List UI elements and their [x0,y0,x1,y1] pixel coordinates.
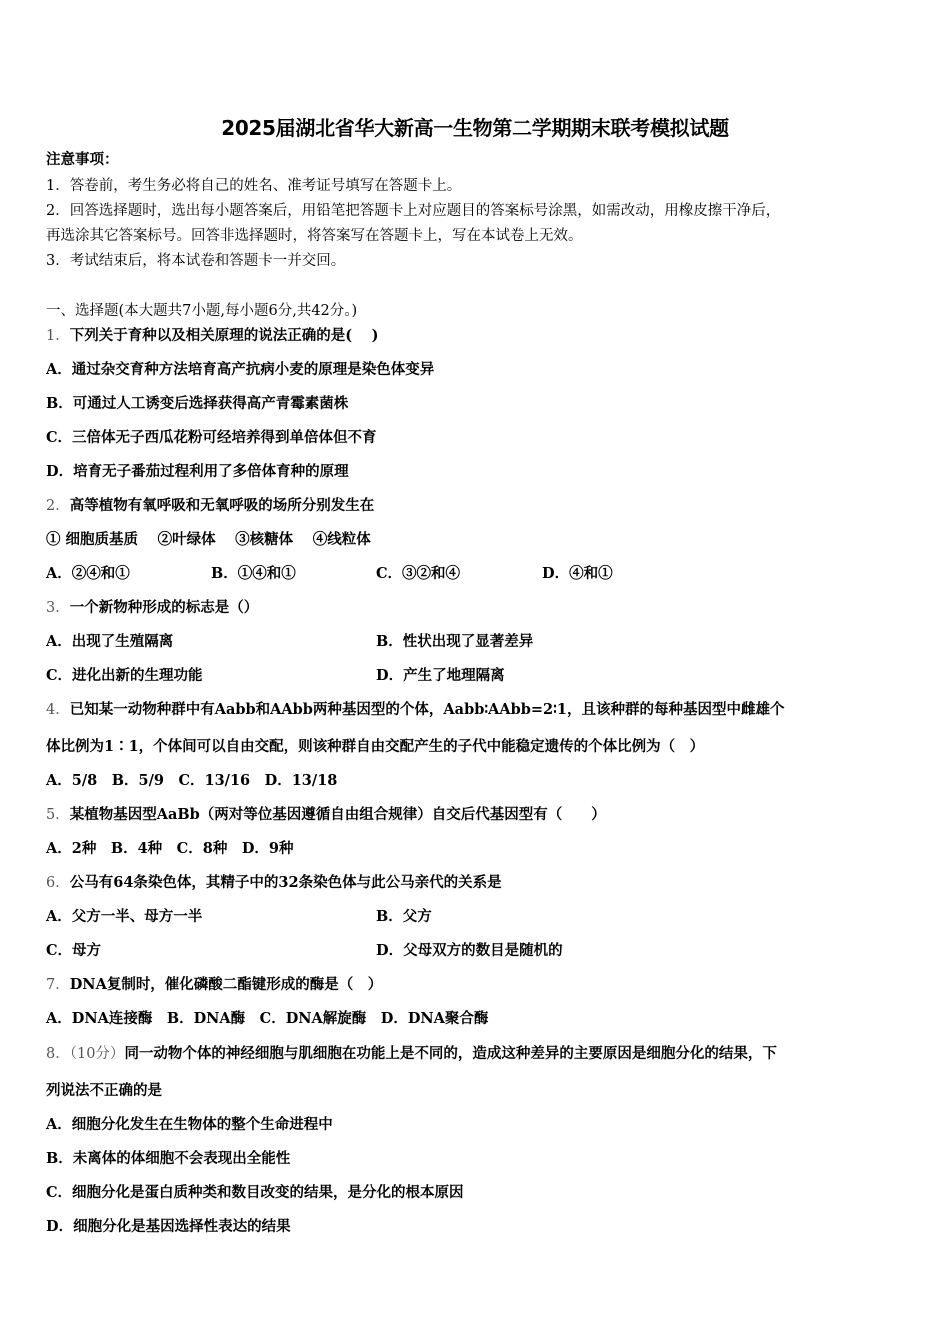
q7-options: A．DNA连接酶 B．DNA酶 C．DNA解旋酶 D．DNA聚合酶 [46,1010,489,1027]
q2-option-b: B．①④和① [211,565,296,582]
question-7-stem [46,975,382,995]
q8-option-a: A．细胞分化发生在生物体的整个生命进程中 [46,1116,333,1133]
notice-heading: 注意事项： [46,151,119,168]
question-8-score: （10分） [69,1046,125,1062]
notice-item-1: 1．答卷前，考生务必将自己的姓名、准考证号填写在答题卡上。 [46,178,462,194]
question-8-stem-cont: 列说法不正确的是 [46,1082,162,1099]
q6-option-b: B．父方 [376,908,432,925]
notice-item-3: 3．考试结束后，将本试卷和答题卡一并交回。 [46,253,346,269]
q1-option-b: B．可通过人工诱变后选择获得高产青霉素菌株 [46,395,349,412]
question-5-stem [46,805,606,825]
question-1-number: 1． [46,328,70,344]
question-5-number: 5． [46,807,70,823]
question-6-text: 公马有64条染色体，其精子中的32条染色体与此公马亲代的关系是 [69,874,502,891]
notice-item-2: 2．回答选择题时，选出每小题答案后，用铅笔把答题卡上对应题目的答案标号涂黑，如需改动，用橡皮擦干净后， [46,203,781,219]
question-8-number: 8． [46,1046,70,1062]
notice-item-2-cont: 再选涂其它答案标号。回答非选择题时，将答案写在答题卡上，写在本试卷上无效。 [46,228,583,244]
q3-option-d: D．产生了地理隔离 [376,667,505,684]
q1-option-a: A．通过杂交育种方法培育高产抗病小麦的原理是染色体变异 [46,361,435,378]
q1-option-c: C．三倍体无子西瓜花粉可经培养得到单倍体但不育 [46,429,377,446]
question-3-text: 一个新物种形成的标志是（） [69,599,259,616]
q2-option-c: C．③②和④ [376,565,461,582]
question-3-stem [46,598,258,618]
question-2-number: 2． [46,498,70,514]
question-3-number: 3． [46,600,70,616]
q8-option-b: B．未离体的体细胞不会表现出全能性 [46,1150,291,1167]
q6-option-c: C．母方 [46,942,102,959]
page-title: 2025届湖北省华大新高一生物第二学期期末联考模拟试题 [221,116,729,140]
question-5-text: 某植物基因型AaBb（两对等位基因遵循自由组合规律）自交后代基因型有（ ） [69,806,606,823]
q8-option-d: D．细胞分化是基因选择性表达的结果 [46,1218,291,1235]
q8-option-c: C．细胞分化是蛋白质种类和数目改变的结果，是分化的根本原因 [46,1184,464,1201]
question-4-stem [46,700,785,720]
question-2-items: ① 细胞质基质 ②叶绿体 ③核糖体 ④线粒体 [46,531,371,548]
question-8-text: 同一动物个体的神经细胞与肌细胞在功能上是不同的，造成这种差异的主要原因是细胞分化的结果，下 [124,1045,777,1062]
question-6-stem [46,873,502,893]
q1-option-d: D．培育无子番茄过程利用了多倍体育种的原理 [46,463,349,480]
q4-options: A．5/8 B．5/9 C．13/16 D．13/18 [46,772,338,789]
q3-option-a: A．出现了生殖隔离 [46,633,174,650]
q3-option-c: C．进化出新的生理功能 [46,667,203,684]
section-heading: 一、选择题(本大题共7小题,每小题6分,共42分。) [46,303,358,319]
question-7-text: DNA复制时，催化磷酸二酯键形成的酶是（ ） [69,976,383,993]
question-4-text: 已知某一动物种群中有Aabb和AAbb两种基因型的个体，Aabb∶AAbb=2∶1，且该种群的每种基因型中雌雄个 [69,701,785,718]
question-2-text: 高等植物有氧呼吸和无氧呼吸的场所分别发生在 [69,497,375,514]
question-7-number: 7． [46,977,70,993]
q2-option-a: A．②④和① [46,565,130,582]
q5-options: A．2种 B．4种 C．8种 D．9种 [46,840,294,857]
question-2-stem [46,496,374,516]
q6-option-a: A．父方一半、母方一半 [46,908,203,925]
q2-option-d: D．④和① [542,565,613,582]
q3-option-b: B．性状出现了显著差异 [376,633,534,650]
q6-option-d: D．父母双方的数目是随机的 [376,942,563,959]
question-8-stem [46,1044,777,1064]
question-1-text: 下列关于育种以及相关原理的说法正确的是( ) [69,327,379,344]
question-4-number: 4． [46,702,70,718]
question-1-stem [46,326,379,346]
question-6-number: 6． [46,875,70,891]
question-4-stem-cont: 体比例为1∶1，个体间可以自由交配，则该种群自由交配产生的子代中能稳定遗传的个体比例为（ ） [46,738,705,755]
